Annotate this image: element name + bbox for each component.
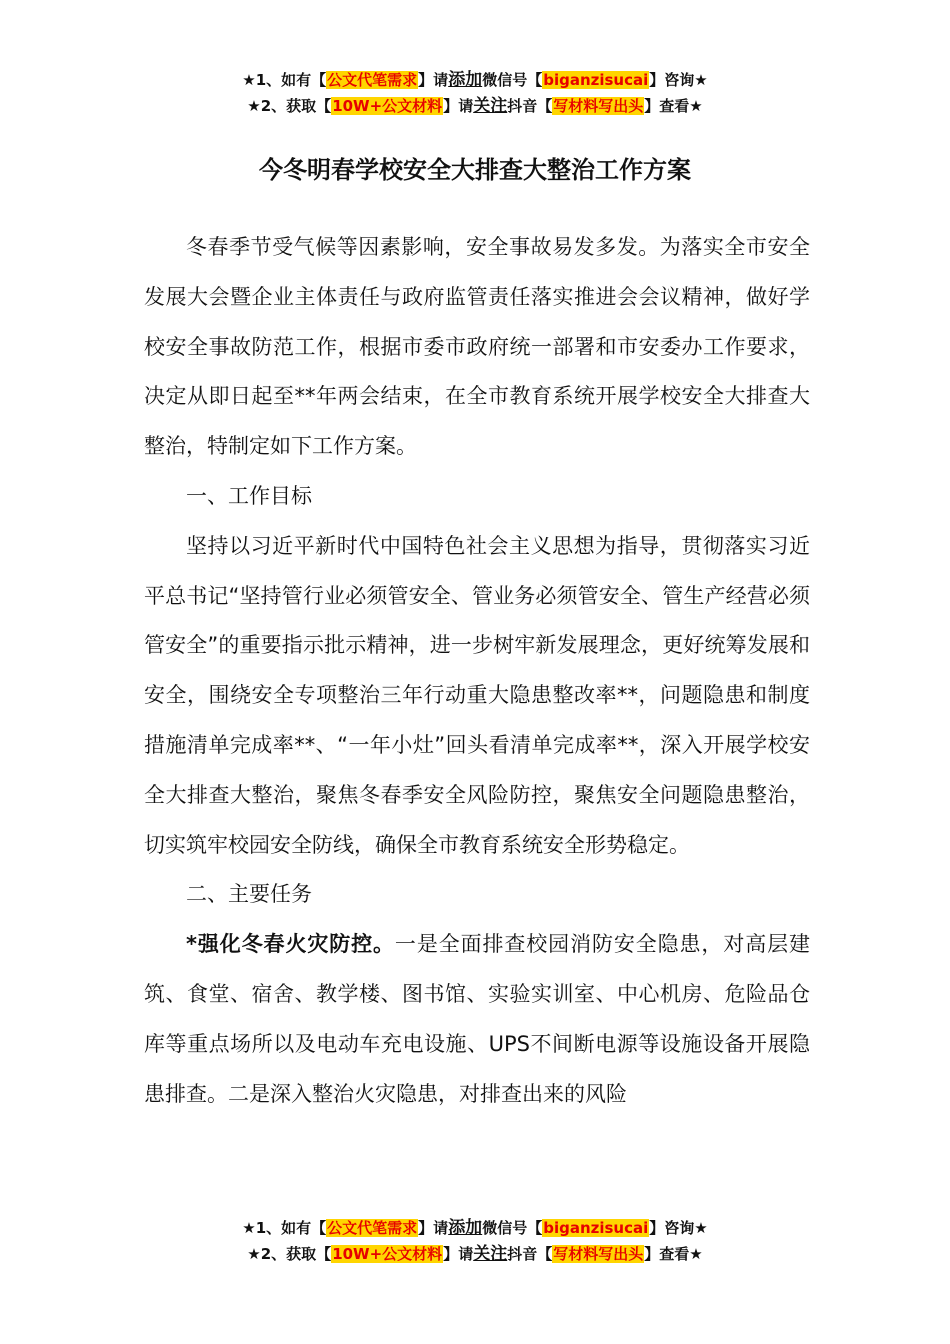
goals-paragraph: 坚持以习近平新时代中国特色社会主义思想为指导，贯彻落实习近平总书记“坚持管行业必须管安全、管业务必须管安全、管生产经营必须管安全”的重要指示批示精神，进一步树牢新发展理念，更好统筹发展和安全，围绕安全专项整治三年行动重大隐患整改率**，问题隐患和制度措施清单完成率**、“一年小灶”回头看清单完成率**，深入开展学校安全大排查大整治，聚焦冬春季安全风险防控，聚焦安全问题隐患整治，切实筑牢校园安全防线，确保全市教育系统安全形势稳定。 (144, 533, 810, 857)
document-body (144, 223, 810, 1119)
header-promo-banner (0, 67, 950, 119)
promo-underline: 添加 (448, 1218, 483, 1238)
promo-wechat-id: biganzisucai (543, 71, 649, 89)
promo-text: 抖音【 (507, 97, 553, 115)
task-body-text: 一是全面排查校园消防安全隐患，对高层建筑、食堂、宿舍、教学楼、图书馆、实验实训室、中心机房、危险品仓库等重点场所以及电动车充电设施、UPS不间断电源等设施设备开展隐患排查。二是深入整治火灾隐患，对排查出来的风险 (144, 932, 811, 1106)
promo-text: 微信号【 (482, 1219, 543, 1237)
promo-text: ★2、获取【 (247, 1245, 332, 1263)
promo-highlight: 公文代笔需求 (327, 1219, 418, 1237)
promo-text: 】请 (418, 71, 449, 89)
promo-douyin-id: 写材料写出头 (553, 1245, 644, 1263)
section-heading-tasks: 二、主要任务 (186, 882, 312, 907)
promo-wechat-id: biganzisucai (543, 1219, 649, 1237)
promo-highlight: 10W+公文材料 (332, 97, 443, 115)
document-title: 今冬明春学校安全大排查大整治工作方案 (259, 156, 691, 184)
promo-text: 微信号【 (482, 71, 543, 89)
promo-underline: 关注 (473, 96, 508, 116)
footer-promo-banner (0, 1215, 950, 1267)
intro-paragraph: 冬春季节受气候等因素影响，安全事故易发多发。为落实全市安全发展大会暨企业主体责任与政府监管责任落实推进会会议精神，做好学校安全事故防范工作，根据市委市政府统一部署和市安委办工作要求，决定从即日起至**年两会结束，在全市教育系统开展学校安全大排查大整治，特制定如下工作方案。 (144, 235, 810, 459)
promo-text: 】查看★ (644, 1245, 703, 1263)
section-heading-goals: 一、工作目标 (186, 483, 312, 508)
promo-line-1 (0, 1215, 950, 1241)
promo-text: ★1、如有【 (242, 1219, 327, 1237)
promo-line-1 (0, 67, 950, 93)
task-lead-text: *强化冬春火灾防控。 (186, 932, 395, 957)
promo-underline: 添加 (448, 70, 483, 90)
promo-text: 】查看★ (644, 97, 703, 115)
promo-line-2 (0, 93, 950, 119)
promo-text: 】请 (443, 1245, 474, 1263)
promo-douyin-id: 写材料写出头 (553, 97, 644, 115)
promo-text: ★1、如有【 (242, 71, 327, 89)
task-paragraph-fire-prevention (144, 920, 810, 1119)
promo-text: 】咨询★ (649, 1219, 708, 1237)
promo-text: ★2、获取【 (247, 97, 332, 115)
promo-underline: 关注 (473, 1244, 508, 1264)
promo-text: 】咨询★ (649, 71, 708, 89)
promo-highlight: 10W+公文材料 (332, 1245, 443, 1263)
promo-text: 抖音【 (507, 1245, 553, 1263)
promo-highlight: 公文代笔需求 (327, 71, 418, 89)
promo-text: 】请 (418, 1219, 449, 1237)
promo-text: 】请 (443, 97, 474, 115)
promo-line-2 (0, 1241, 950, 1267)
